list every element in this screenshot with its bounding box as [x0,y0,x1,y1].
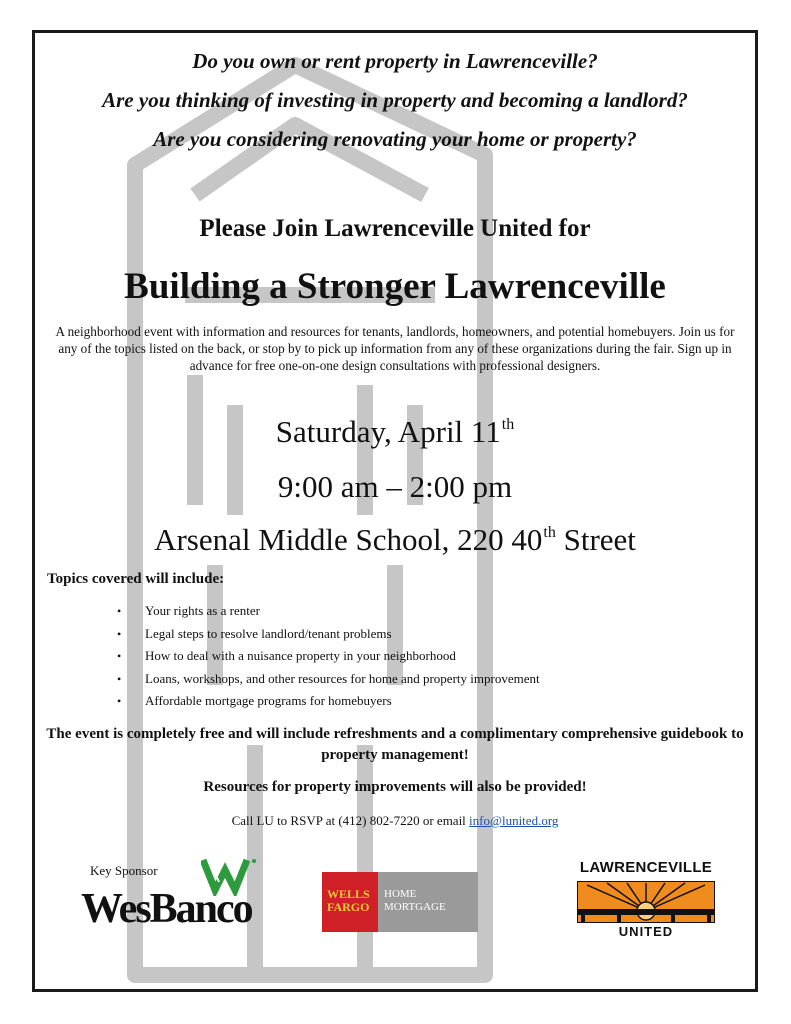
event-description: A neighborhood event with information and resources for tenants, landlords, homeowners, and potential homebuyers. Join us for any of the topics listed on the back, or stop by to pick up information from any of these organizations during the fair. Sign up in advance for free one-on-one design consultations with professional designers. [55,324,735,373]
lawrenceville-united-title: LAWRENCEVILLE [579,859,713,876]
question-renovating: Are you considering renovating your home or property? [153,127,637,151]
lawrenceville-united-subtitle: UNITED [618,924,674,939]
free-event-note: The event is completely free and will include refreshments and a complimentary comprehensive guidebook to property management! [46,726,744,763]
question-investing: Are you thinking of investing in property and becoming a landlord? [102,88,688,112]
event-time: 9:00 am – 2:00 pm [277,469,513,504]
list-item: • Loans, workshops, and other resources for home and property improvement [117,668,540,691]
home-mortgage-mark: HOME MORTGAGE [378,872,478,932]
email-link[interactable]: info@lunited.org [469,813,559,828]
bullet-icon: • [117,671,122,686]
topics-list [117,600,540,713]
wesbanco-logo: WesBanco [81,886,252,932]
topics-heading: Topics covered will include: [47,571,225,587]
wells-fargo-mark: WELLS FARGO [322,872,378,932]
list-item: • How to deal with a nuisance property in your neighborhood [117,645,540,668]
bullet-icon: • [117,649,122,663]
list-item: • Your rights as a renter [117,600,540,623]
resources-note: Resources for property improvements will also be provided! [203,779,587,795]
lawrenceville-bridge-icon [577,881,715,923]
bullet-icon: • [117,694,122,708]
key-sponsor-label: Key Sponsor [90,863,158,878]
event-location: Arsenal Middle School, 220 40th Street [154,522,636,557]
bullet-icon: • [117,604,122,618]
flyer-content [35,33,755,989]
list-item: • Legal steps to resolve landlord/tenant problems [117,623,540,646]
bullet-icon: • [117,626,122,641]
event-title: Building a Stronger Lawrenceville [124,266,666,307]
invite-line: Please Join Lawrenceville United for [199,215,591,242]
flyer-frame [32,30,758,992]
rsvp-line: Call LU to RSVP at (412) 802-7220 or email info@lunited.org [231,813,559,828]
event-date: Saturday, April 11th [275,414,515,449]
question-own-rent: Do you own or rent property in Lawrenceville? [192,49,598,73]
wells-fargo-logo [322,872,478,932]
list-item: • Affordable mortgage programs for homebuyers [117,690,540,713]
